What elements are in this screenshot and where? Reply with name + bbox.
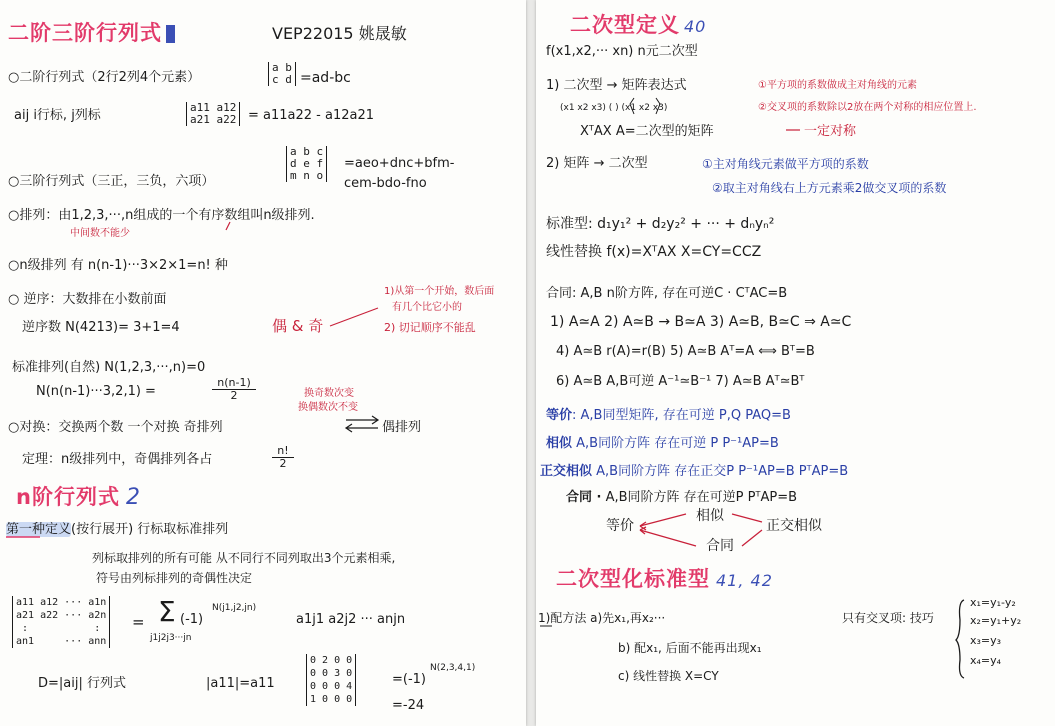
form-to-matrix: 1) 二次型 → 矩阵表达式 [546,78,687,93]
substitution-eq-1: x₁=y₁-y₂ [970,596,1016,609]
completing-square-b: b) 配x₁, 后面不能再出现x₁ [618,641,762,655]
orthogonal-similarity-text: A,B同阶方阵 存在正交P P⁻¹AP=B PᵀAP=B [592,464,849,479]
congruence-props-3: 6) A≃B A,B可逆 A⁻¹≃B⁻¹ 7) A≃B Aᵀ≃Bᵀ [556,374,805,389]
det-nxn: a11 a12 ··· a1n a21 a22 ··· a2n : : an1 ··· ann [12,596,110,648]
second-order-aij-result: = a11a22 - a12a21 [248,108,375,123]
congruence-text: A,B同阶方阵 存在可逆P PᵀAP=B [601,490,798,505]
title-number: 40 [684,17,707,36]
swap-note-1: 换奇数次变 [304,388,354,399]
equivalence-label: 等价 [546,408,573,423]
similarity-label: 相似 [546,436,573,451]
fraction-numerator: n(n-1) [212,376,256,390]
standard-form: 标准型: d₁y₁² + d₂y₂² + ··· + dₙyₙ² [546,216,775,232]
rule-cross-terms: ②交叉项的系数除以2放在两个对称的相应位置上. [758,102,977,113]
sigma-icon: Σ [158,595,176,628]
inversion-note-3: 2) 切记顺序不能乱 [384,321,476,334]
right-annotations [536,0,1055,726]
substitution-eq-3: x₃=y₃ [970,634,1002,647]
reverse-permutation: N(n(n-1)···3,2,1) = [36,384,156,399]
title-text: 二阶三阶行列式 [8,21,162,45]
congruence-props-1: 1) A≃A 2) A≃B → B≃A 3) A≃B, B≃C ⇒ A≃C [550,314,852,330]
example-exponent: N(2,3,4,1) [430,663,476,673]
permutation-note: 中间数不能少 [70,228,130,239]
third-order-def: ○三阶行列式（三正，三负，六项） [8,174,215,189]
sign-exponent: N(j1,j2,jn) [212,603,257,613]
linear-substitution: 线性替换 f(x)=XᵀAX X=CY=CCZ [546,244,762,260]
diagram-arrows-left [640,514,696,546]
completing-square-a: 1)配方法 a)先x₁,再x₂··· [538,611,666,625]
title-text: 二次型定义 [570,13,680,37]
left-notes-page [0,0,526,726]
permutation-def: ○排列：由1,2,3,···,n组成的一个有序数组叫n级排列. [8,208,315,223]
even-permutation-label: 偶排列 [382,420,422,435]
diagram-similarity: 相似 [696,508,724,524]
rule-diagonal: ①平方项的系数做成主对角线的元素 [758,80,917,91]
title-text: n阶行列式 [16,485,120,509]
det-2x2-abcd: a b c d [268,62,296,86]
completing-square-c: c) 线性替换 X=CY [618,669,719,683]
fraction-denominator: 2 [279,457,287,470]
orthogonal-similarity-label: 正交相似 [540,464,593,479]
congruence-def: 合同: A,B n阶方阵, 存在可逆C · CᵀAC=B [546,286,788,301]
swap-arrows-icon [346,416,378,432]
substitution-eq-2: x₂=y₁+y₂ [970,614,1022,627]
example-sign: =(-1) [392,672,426,687]
even-odd-label: 偶 & 奇 [272,317,324,335]
fraction-denominator: 2 [230,389,238,402]
sum-subscript: j1j2j3···jn [150,633,192,643]
diagram-arrows-right [732,514,762,546]
right-notes-page [536,0,1055,726]
theorem-half: 定理：n级排列中，奇偶排列各占 [22,452,213,467]
congruence-label: 合同 · [566,490,602,505]
note-pointer [226,222,230,230]
quadratic-form-notation: f(x1,x2,··· xn) n元二次型 [546,44,698,59]
diagram-arrowheads [640,522,646,534]
xtax-notation: XᵀAX A=二次型的矩阵 [580,124,714,139]
first-definition-text: (按行展开) 行标取标准排列 [71,522,229,537]
rule-cross-coeff: ②取主对角线右上方元素乘2做交叉项的系数 [712,181,947,195]
rule-square-coeff: ①主对角线元素做平方项的系数 [702,157,869,171]
inversion-note-2: 有几个比它小的 [392,302,462,313]
third-order-result-1: =aeo+dnc+bfm- [344,156,455,171]
cross-term-trick: 只有交叉项: 技巧 [842,611,934,625]
example-result: =-24 [392,698,425,713]
swap-note-2: 换偶数次不变 [298,402,358,413]
det-3x3: a b c d e f m n o [286,146,327,182]
note-arrow [330,308,378,326]
inversion-def: ○ 逆序：大数排在小数前面 [8,292,167,307]
diagram-equivalence: 等价 [606,518,634,534]
sign-rule: 符号由列标排列的奇偶性决定 [96,571,253,585]
author-id: VEP22015 姚晟敏 [272,24,407,43]
third-order-result-2: cem-bdo-fno [344,176,427,191]
diagram-congruence: 合同 [706,538,734,554]
second-order-result: =ad-bc [300,70,351,86]
inversion-number: 逆序数 N(4213)= 3+1=4 [22,320,180,335]
title-number: 2 [125,485,141,510]
fraction-numerator: n! [272,444,294,458]
vector-matrix-vector: (x1 x2 x3) ( ) (x1 x2 x3) [560,103,668,113]
det-2x2-aij: a11 a12 a21 a22 [186,102,240,126]
standard-permutation: 标准排列(自然) N(1,2,3,···,n)=0 [12,360,206,375]
second-order-def: ○二阶行列式（2行2列4个元素） [8,70,201,85]
first-order-det: |a11|=a11 [206,676,275,691]
substitution-eq-4: x₄=y₄ [970,654,1002,667]
diagram-orthogonal-similarity: 正交相似 [766,518,822,534]
title-text: 二次型化标准型 [556,567,710,591]
title-number: 41, 42 [716,571,773,590]
equivalence-text: : A,B同型矩阵, 存在可逆 P,Q PAQ=B [572,408,791,423]
sign-factor: (-1) [180,612,204,627]
matrix-to-form: 2) 矩阵 → 二次型 [546,156,648,171]
aij-definition: aij i行标, j列标 [14,108,101,123]
first-definition-label: 第一种定义 [6,522,72,537]
equals-sign: = [132,613,145,631]
permutation-count: ○n级排列 有 n(n-1)···3×2×1=n! 种 [8,258,228,273]
congruence-props-2: 4) A≃B r(A)=r(B) 5) A≃B Aᵀ=A ⟺ Bᵀ=B [556,344,815,359]
empty-matrix-brackets [630,98,660,114]
inversion-note-1: 1)从第一个开始，数后面 [384,286,495,297]
must-be-symmetric: 一定对称 [804,124,857,139]
determinant-notation: D=|aij| 行列式 [38,676,126,691]
transposition-def: ○对换：交换两个数 一个对换 奇排列 [8,420,223,435]
system-brace-icon [956,600,964,678]
column-index-rule: 列标取排列的所有可能 从不同行不同列取出3个元素相乘, [92,551,396,565]
left-annotations [0,0,526,726]
det-4x4-example: 0 2 0 0 0 0 3 0 0 0 0 4 1 0 0 0 [306,654,356,706]
product-terms: a1j1 a2j2 ··· anjn [296,612,406,627]
similarity-text: A,B同阶方阵 存在可逆 P P⁻¹AP=B [572,436,779,451]
